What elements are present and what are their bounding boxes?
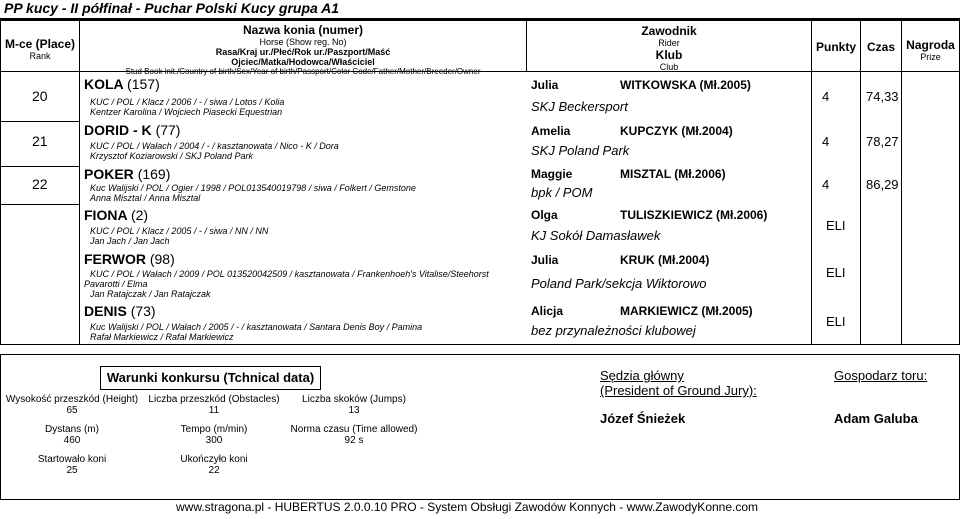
rider-last: KRUK (Mł.2004)	[620, 253, 710, 267]
footer-text: www.stragona.pl - HUBERTUS 2.0.0.10 PRO - System Obsługi Zawodów Konnych - www.ZawodyKonne.com	[176, 500, 759, 514]
height-block	[2, 394, 142, 416]
points: ELI	[826, 265, 846, 280]
table-row	[0, 166, 960, 204]
header-place	[0, 20, 80, 72]
points: 4	[822, 177, 830, 192]
header-club-label: Klub	[655, 48, 683, 62]
horse-name	[84, 251, 175, 267]
club: Poland Park/sekcja Wiktorowo	[531, 276, 707, 291]
height-label: Wysokość przeszkód (Height)	[5, 394, 139, 405]
horse-owner: Krzysztof Koziarowski / SKJ Poland Park	[90, 151, 254, 161]
judge-label: Sędzia główny	[600, 368, 684, 383]
points: 4	[822, 89, 830, 104]
header-rider	[526, 20, 812, 72]
horse-name	[84, 303, 156, 319]
table-row	[0, 250, 960, 302]
conditions-title: Warunki konkursu (Tchnical data)	[100, 366, 321, 390]
horse-details: Kuc Walijski / POL / Wałach / 2005 / - / kasztanowata / Santara Denis Boy / Pamina	[90, 322, 423, 332]
rider-first: Alicja	[531, 304, 564, 318]
header-club-sub: Club	[659, 62, 679, 72]
header-horse-sub: Horse (Show reg. No)	[259, 37, 347, 47]
row-divider	[0, 204, 80, 205]
horse-parents: Pavarotti / Elma	[84, 279, 148, 289]
tempo-label: Tempo (m/min)	[180, 424, 248, 435]
host-label: Gospodarz toru:	[834, 368, 928, 383]
table-row	[0, 72, 960, 120]
points: 4	[822, 134, 830, 149]
horse-number: (2)	[130, 207, 149, 223]
table-row	[0, 302, 960, 344]
points: ELI	[826, 218, 846, 233]
horse-name	[84, 76, 160, 92]
height-value: 65	[66, 405, 78, 416]
header-time	[860, 20, 902, 72]
time-allowed-label: Norma czasu (Time allowed)	[290, 424, 418, 435]
tempo-block	[144, 424, 284, 446]
rider-first: Julia	[531, 253, 559, 267]
horse-name-text: FIONA	[84, 207, 128, 223]
host-block	[834, 368, 927, 426]
rider-last: WITKOWSKA (Mł.2005)	[620, 78, 751, 92]
rider-first: Maggie	[531, 167, 573, 181]
horse-name-text: DORID - K	[84, 122, 152, 138]
club: SKJ Poland Park	[531, 143, 630, 158]
horse-name-text: FERWOR	[84, 251, 146, 267]
horse-details: KUC / POL / Wałach / 2009 / POL 013520042509 / kasztanowata / Frankenhoeh's Vitalise/Steehorst	[90, 269, 489, 279]
rider-last: KUPCZYK (Mł.2004)	[620, 124, 733, 138]
rider-last: TULISZKIEWICZ (Mł.2006)	[620, 208, 768, 222]
header-time-label: Czas	[866, 40, 895, 54]
host-name: Adam Galuba	[834, 411, 918, 426]
horse-number: (77)	[155, 122, 181, 138]
rider-first: Olga	[531, 208, 558, 222]
horse-number: (73)	[130, 303, 156, 319]
jumps-block	[286, 394, 422, 416]
jumps-label: Liczba skoków (Jumps)	[302, 394, 406, 405]
place: 21	[32, 133, 48, 149]
distance-label: Dystans (m)	[45, 424, 99, 435]
horse-number: (157)	[127, 76, 160, 92]
header-rider-sub: Rider	[658, 38, 680, 48]
time-allowed-value: 92 s	[344, 435, 364, 446]
horse-name-text: POKER	[84, 166, 134, 182]
horse-owner: Kentzer Karolina / Wojciech Piasecki Equestrian	[90, 107, 283, 117]
finished-label: Ukończyło koni	[180, 454, 248, 465]
header-prize-sub: Prize	[920, 52, 941, 62]
time: 86,29	[866, 177, 899, 192]
horse-details: KUC / POL / Klacz / 2006 / - / siwa / Lotos / Kolia	[90, 97, 285, 107]
rider-last: MARKIEWICZ (Mł.2005)	[620, 304, 753, 318]
obstacles-label: Liczba przeszkód (Obstacles)	[148, 394, 280, 405]
header-prize-label: Nagroda	[906, 38, 955, 52]
place: 20	[32, 88, 48, 104]
horse-details: KUC / POL / Klacz / 2005 / - / siwa / NN / NN	[90, 226, 269, 236]
header-horse	[79, 20, 527, 76]
horse-name-text: DENIS	[84, 303, 127, 319]
horse-number: (98)	[149, 251, 175, 267]
horse-owner: Jan Ratajczak / Jan Ratajczak	[90, 289, 211, 299]
time: 74,33	[866, 89, 899, 104]
time-allowed-block	[286, 424, 422, 446]
tempo-value: 300	[205, 435, 223, 446]
header-place-label: M-ce (Place)	[4, 37, 76, 51]
obstacles-value: 11	[208, 405, 220, 416]
judge-label-en: (President of Ground Jury):	[600, 383, 757, 398]
horse-owner: Jan Jach / Jan Jach	[90, 236, 170, 246]
header-horse-label: Nazwa konia (numer)	[242, 23, 364, 37]
finished-value: 22	[208, 465, 220, 476]
finished-block	[144, 454, 284, 476]
judge-block	[600, 368, 757, 426]
horse-number: (169)	[137, 166, 171, 182]
table-row	[0, 122, 960, 166]
horse-owner: Anna Misztal / Anna Misztal	[90, 193, 201, 203]
obstacles-block	[144, 394, 284, 416]
page-title: PP kucy - II półfinał - Puchar Polski Kucy grupa A1	[4, 0, 340, 16]
table-row	[0, 206, 960, 250]
rider-first: Julia	[531, 78, 559, 92]
header-horse-line3: Rasa/Kraj ur./Płeć/Rok ur./Paszport/Maść	[215, 47, 391, 57]
started-label: Startowało koni	[37, 454, 107, 465]
club: bpk / POM	[531, 185, 593, 200]
time: 78,27	[866, 134, 899, 149]
judge-name: Józef Śnieżek	[600, 411, 686, 426]
horse-details: Kuc Walijski / POL / Ogier / 1998 / POL013540019798 / siwa / Folkert / Gemstone	[90, 183, 416, 193]
distance-value: 460	[63, 435, 81, 446]
horse-owner: Rafał Markiewicz / Rafał Markiewicz	[90, 332, 234, 342]
points: ELI	[826, 314, 846, 329]
header-horse-line5: Stud Book init./Country of birth/Sex/Year of birth/Passport/Color Code/Father/Mother/Breeder/Owner	[125, 67, 481, 76]
horse-name-text: KOLA	[84, 76, 124, 92]
place: 22	[32, 176, 48, 192]
club: bez przynależności klubowej	[531, 323, 696, 338]
jumps-value: 13	[348, 405, 360, 416]
header-place-sub: Rank	[29, 51, 51, 61]
distance-block	[2, 424, 142, 446]
header-horse-line4: Ojciec/Matka/Hodowca/Właściciel	[231, 57, 375, 67]
club: SKJ Beckersport	[531, 99, 628, 114]
rider-last: MISZTAL (Mł.2006)	[620, 167, 726, 181]
started-value: 25	[66, 465, 78, 476]
header-rider-label: Zawodnik	[641, 24, 697, 38]
club: KJ Sokół Damasławek	[531, 228, 661, 243]
header-prize	[901, 20, 960, 72]
horse-details: KUC / POL / Wałach / 2004 / - / kasztanowata / Nico - K / Dora	[90, 141, 339, 151]
rider-first: Amelia	[531, 124, 571, 138]
started-block	[2, 454, 142, 476]
horse-name	[84, 122, 180, 138]
horse-name	[84, 166, 170, 182]
horse-name	[84, 207, 148, 223]
header-points-label: Punkty	[815, 40, 856, 54]
header-points	[811, 20, 861, 72]
